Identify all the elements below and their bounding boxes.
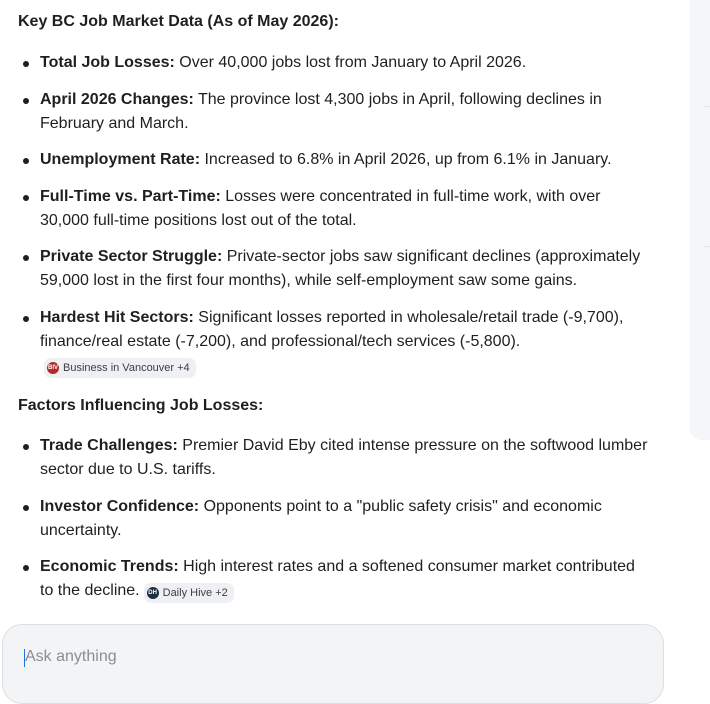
daily-hive-logo-icon: DH	[147, 587, 159, 599]
item-text: High interest rates and a softened consumer market contributed to the decline.	[40, 558, 635, 599]
ask-anything-input[interactable]	[25, 645, 625, 669]
item-text: Increased to 6.8% in April 2026, up from 6.1% in January.	[200, 151, 612, 168]
item-term: Full-Time vs. Part-Time:	[40, 188, 221, 205]
side-panel	[690, 0, 710, 440]
section-heading-factors: Factors Influencing Job Losses:	[18, 397, 264, 414]
bullet-icon	[23, 158, 29, 164]
item-term: Private Sector Struggle:	[40, 248, 223, 265]
item-term: Unemployment Rate:	[40, 151, 201, 168]
bullet-icon	[23, 505, 29, 511]
bullet-icon	[23, 195, 29, 201]
panel-divider	[704, 246, 710, 247]
bullet-icon	[23, 61, 29, 67]
item-term: Economic Trends:	[40, 558, 179, 575]
source-chip-business-in-vancouver[interactable]	[44, 358, 196, 378]
bullet-icon	[23, 316, 29, 322]
list-item	[40, 185, 652, 233]
bullet-icon	[23, 565, 29, 571]
item-term: Trade Challenges:	[40, 437, 178, 454]
bullet-icon	[23, 98, 29, 104]
item-term: Hardest Hit Sectors:	[40, 309, 194, 326]
item-text: Significant losses reported in wholesale/retail trade (-9,700), finance/real estate (-7,200), and professional/tech services (-5,800).	[40, 309, 624, 350]
item-text: Losses were concentrated in full-time work, with over 30,000 full-time positions lost out of the total.	[40, 188, 601, 229]
item-text: Private-sector jobs saw significant declines (approximately 59,000 lost in the first four months), while self-employment saw some gains.	[40, 248, 641, 289]
item-text: Over 40,000 jobs lost from January to April 2026.	[174, 54, 527, 71]
item-text: The province lost 4,300 jobs in April, following declines in February and March.	[40, 91, 602, 132]
item-text: Premier David Eby cited intense pressure on the softwood lumber sector due to U.S. tariffs.	[40, 437, 648, 478]
list-item	[40, 555, 652, 603]
item-term: Total Job Losses:	[40, 54, 175, 71]
list-item	[40, 495, 652, 543]
item-term: April 2026 Changes:	[40, 91, 194, 108]
item-text: Opponents point to a "public safety crisis" and economic uncertainty.	[40, 498, 602, 539]
list-item	[40, 245, 652, 293]
bullet-icon	[23, 255, 29, 261]
bullet-icon	[23, 444, 29, 450]
section-heading-job-market-data: Key BC Job Market Data (As of May 2026):	[18, 13, 339, 30]
list-item	[40, 434, 652, 482]
message-composer[interactable]	[2, 624, 664, 704]
list-item	[40, 51, 652, 75]
source-chip-label: Business in Vancouver +4	[63, 362, 190, 374]
panel-divider	[704, 106, 710, 107]
list-item	[40, 148, 652, 172]
list-item	[40, 88, 652, 136]
business-in-vancouver-logo-icon: BIV	[47, 362, 59, 374]
list-item	[40, 306, 652, 378]
source-chip-label: Daily Hive +2	[162, 587, 228, 599]
item-term: Investor Confidence:	[40, 498, 200, 515]
